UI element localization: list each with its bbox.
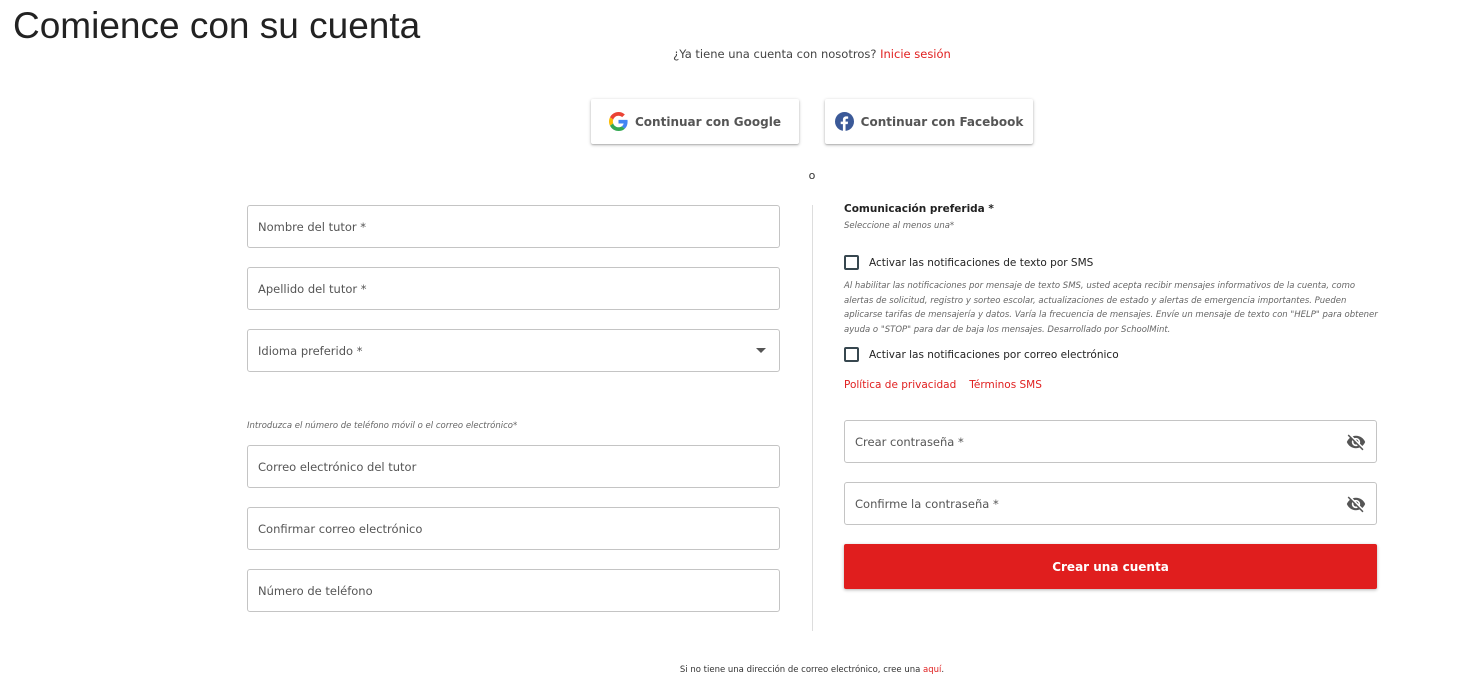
confirm-email-label: Confirmar correo electrónico (258, 521, 423, 536)
last-name-label: Apellido del tutor * (258, 281, 367, 296)
privacy-policy-link[interactable]: Política de privacidad (844, 379, 957, 391)
facebook-signin-button[interactable] (825, 99, 1033, 144)
confirm-password-label: Confirme la contraseña * (855, 496, 999, 511)
google-signin-label: Continuar con Google (635, 114, 781, 129)
sms-notifications-option[interactable] (844, 255, 1093, 270)
contact-hint: Introduzca el número de teléfono móvil o el correo electrónico* (247, 421, 518, 431)
eye-off-icon[interactable] (1346, 494, 1366, 514)
last-name-field[interactable] (247, 267, 780, 310)
policy-links (844, 379, 1042, 391)
confirm-password-field[interactable] (844, 482, 1377, 525)
page-title: Comience con su cuenta (13, 5, 421, 46)
first-name-label: Nombre del tutor * (258, 219, 367, 234)
email-field[interactable] (247, 445, 780, 488)
first-name-field[interactable] (247, 205, 780, 248)
email-label: Correo electrónico del tutor (258, 459, 417, 474)
create-email-link[interactable]: aquí (923, 665, 942, 675)
google-signin-button[interactable] (591, 99, 799, 144)
signin-prompt (0, 47, 1465, 61)
facebook-signin-label: Continuar con Facebook (860, 114, 1024, 129)
chevron-down-icon (756, 348, 766, 353)
email-checkbox-label: Activar las notificaciones por correo electrónico (869, 348, 1119, 361)
facebook-icon (835, 112, 854, 131)
confirm-email-field[interactable] (247, 507, 780, 550)
or-separator: o (808, 169, 816, 182)
create-password-label: Crear contraseña * (855, 434, 964, 449)
phone-field[interactable] (247, 569, 780, 612)
phone-label: Número de teléfono (258, 583, 373, 598)
language-label: Idioma preferido * (258, 343, 363, 358)
communication-hint: Seleccione al menos una* (844, 221, 955, 231)
eye-off-icon[interactable] (1346, 432, 1366, 452)
language-select[interactable] (247, 329, 780, 372)
column-divider (812, 205, 813, 631)
email-notifications-option[interactable] (844, 347, 1119, 362)
sms-checkbox[interactable] (844, 255, 859, 270)
footer-suffix: . (941, 665, 945, 675)
google-icon (609, 112, 628, 131)
create-password-field[interactable] (844, 420, 1377, 463)
signin-prompt-text: ¿Ya tiene una cuenta con nosotros? (673, 47, 877, 61)
communication-heading: Comunicación preferida * (844, 203, 994, 215)
sms-terms-link[interactable]: Términos SMS (969, 379, 1042, 391)
sms-disclaimer: Al habilitar las notificaciones por mensaje de texto SMS, usted acepta recibir mensajes informativos de la cuenta, como alertas de solicitud, registro y sorteo escolar, actualizaciones de estado y alertas de emergencia importantes. Pueden aplicarse tarifas de mensajería y datos. Varía la frecuencia de mensajes. Envíe un mensaje de texto con "HELP" para obtener ayuda o "STOP" para dar de baja los mensajes. Desarrollado por SchoolMint. (844, 281, 1378, 335)
signin-link[interactable]: Inicie sesión (880, 47, 951, 61)
email-checkbox[interactable] (844, 347, 859, 362)
create-account-button[interactable]: Crear una cuenta (844, 544, 1377, 589)
footer-text: Si no tiene una dirección de correo electrónico, cree una (679, 665, 921, 675)
footer-note (0, 665, 1465, 675)
sms-checkbox-label: Activar las notificaciones de texto por SMS (869, 256, 1094, 269)
